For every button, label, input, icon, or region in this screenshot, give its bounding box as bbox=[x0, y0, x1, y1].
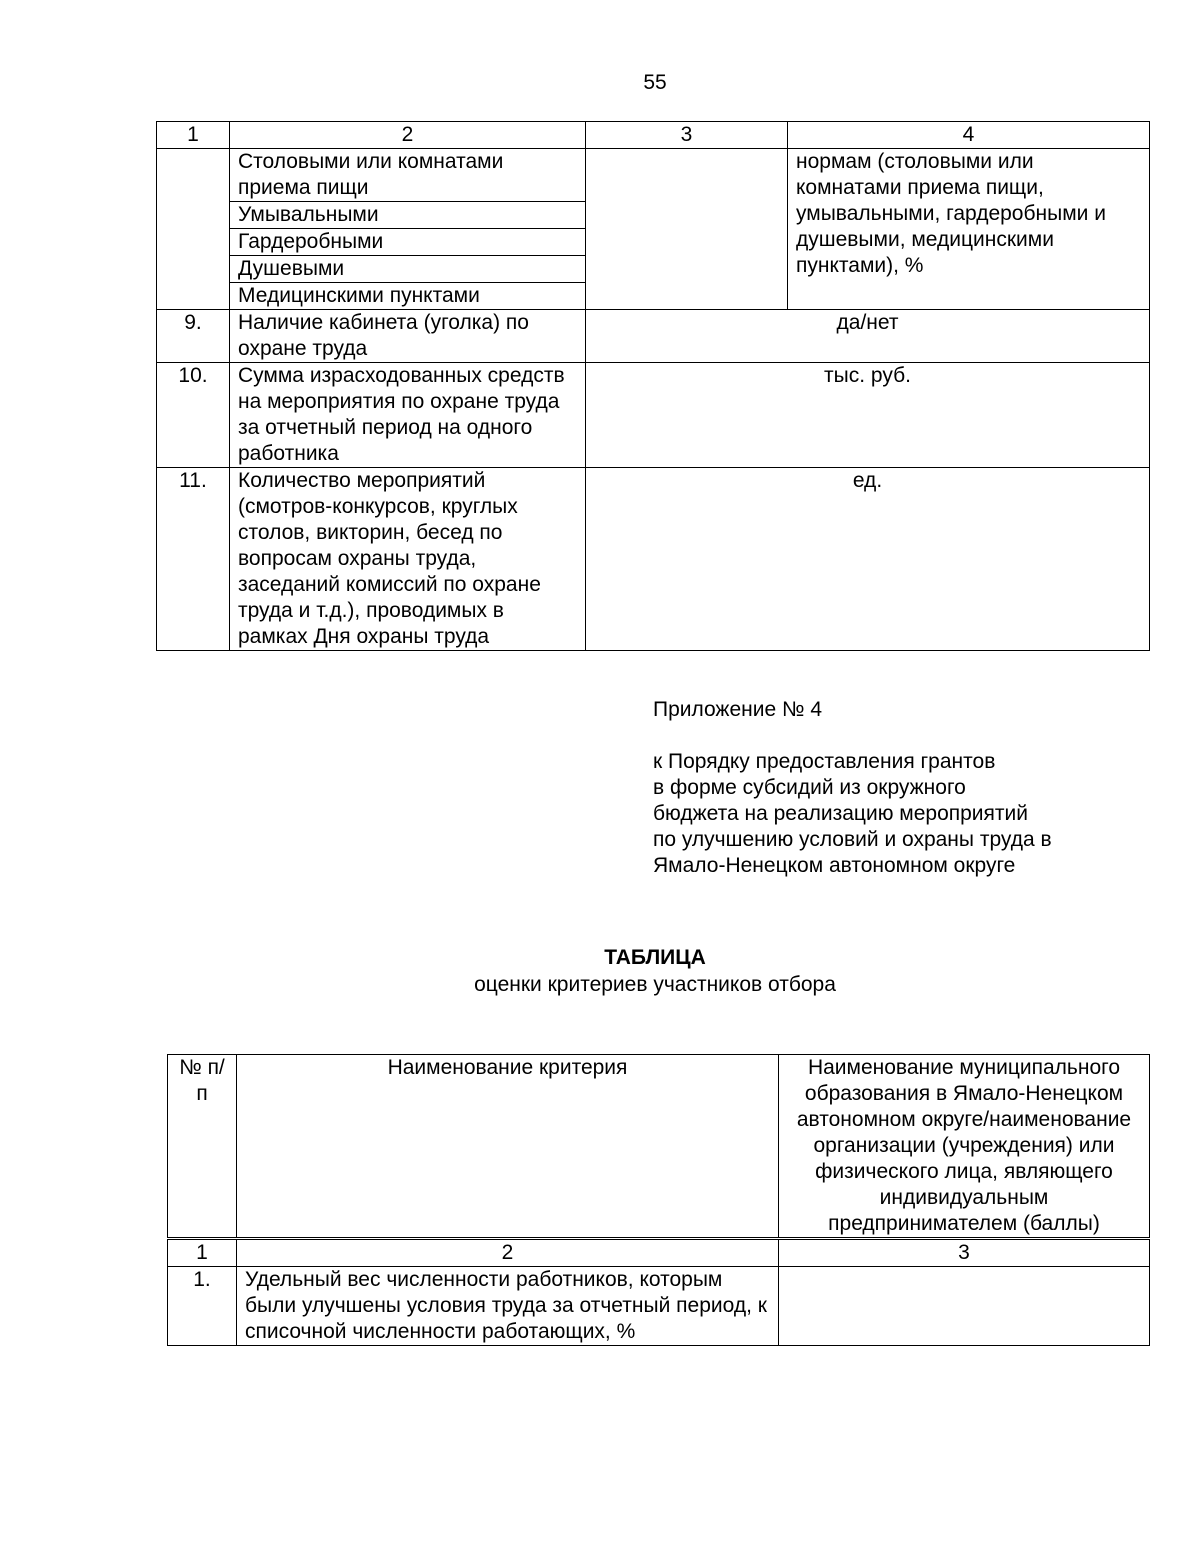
unit-cell: тыс. руб. bbox=[586, 363, 1150, 468]
criterion-name-cell: Количество мероприятий (смотров-конкурсов, круглых столов, викторин, бесед по вопросам охраны труда, заседаний комиссий по охране труда и т.д.), проводимых в рамках Дня охраны труда bbox=[230, 468, 586, 651]
table-header-row bbox=[157, 122, 1150, 149]
row-number-cell: 11. bbox=[157, 468, 230, 651]
row-number-cell: 9. bbox=[157, 310, 230, 363]
header-municipality-cell: Наименование муниципального образования в Ямало-Ненецком автономном округе/наименование организации (учреждения) или физического лица, являющего индивидуальным предпринимателем (баллы) bbox=[779, 1055, 1150, 1239]
appendix-title: Приложение № 4 bbox=[653, 698, 823, 721]
table-row bbox=[157, 363, 1150, 468]
criterion-name-cell: Наличие кабинета (уголка) по охране труда bbox=[230, 310, 586, 363]
evaluation-table bbox=[167, 1054, 1150, 1346]
column-numbers-row bbox=[168, 1239, 1150, 1267]
row-number-cell: 1. bbox=[168, 1267, 237, 1346]
row-number-cell: 10. bbox=[157, 363, 230, 468]
criteria-table-continued bbox=[156, 121, 1150, 651]
appendix-block bbox=[653, 697, 1173, 879]
column-number-cell: 2 bbox=[237, 1239, 779, 1267]
score-cell bbox=[779, 1267, 1150, 1346]
facility-list-cell bbox=[230, 149, 586, 310]
table-header-row bbox=[168, 1055, 1150, 1239]
criterion-name-cell: Сумма израсходованных средств на мероприятия по охране труда за отчетный период на одного работника bbox=[230, 363, 586, 468]
facility-item: Гардеробными bbox=[230, 229, 585, 256]
table-row bbox=[157, 310, 1150, 363]
unit-cell: да/нет bbox=[586, 310, 1150, 363]
facility-item: Душевыми bbox=[230, 256, 585, 283]
header-cell: 3 bbox=[586, 122, 788, 149]
facility-item: Столовыми или комнатами приема пищи bbox=[230, 149, 585, 202]
facility-item: Медицинскими пунктами bbox=[238, 284, 480, 307]
header-cell: 2 bbox=[230, 122, 586, 149]
page-number: 55 bbox=[643, 71, 667, 94]
appendix-line: по улучшению условий и охраны труда в bbox=[653, 828, 1052, 851]
header-cell: 4 bbox=[788, 122, 1150, 149]
table-title: ТАБЛИЦА bbox=[604, 946, 706, 969]
criterion-name-cell: Удельный вес численности работников, которым были улучшены условия труда за отчетный период, к списочной численности работающих, % bbox=[237, 1267, 779, 1346]
column-number-cell: 3 bbox=[779, 1239, 1150, 1267]
header-cell: 1 bbox=[157, 122, 230, 149]
unit-cell: нормам (столовыми или комнатами приема пищи, умывальными, гардеробными и душевыми, медицинскими пунктами), % bbox=[788, 149, 1150, 310]
header-number-cell: № п/п bbox=[168, 1055, 237, 1239]
empty-cell bbox=[586, 149, 788, 310]
header-criterion-cell: Наименование критерия bbox=[237, 1055, 779, 1239]
appendix-line: Ямало-Ненецком автономном округе bbox=[653, 854, 1016, 877]
row-number-cell bbox=[157, 149, 230, 310]
table-row bbox=[157, 149, 1150, 310]
unit-cell: ед. bbox=[586, 468, 1150, 651]
table-row bbox=[157, 468, 1150, 651]
column-number-cell: 1 bbox=[168, 1239, 237, 1267]
appendix-line: бюджета на реализацию мероприятий bbox=[653, 802, 1028, 825]
appendix-line: к Порядку предоставления грантов bbox=[653, 750, 996, 773]
table-row bbox=[168, 1267, 1150, 1346]
table-subtitle: оценки критериев участников отбора bbox=[474, 973, 836, 996]
facility-item: Умывальными bbox=[230, 202, 585, 229]
appendix-line: в форме субсидий из окружного bbox=[653, 776, 966, 799]
